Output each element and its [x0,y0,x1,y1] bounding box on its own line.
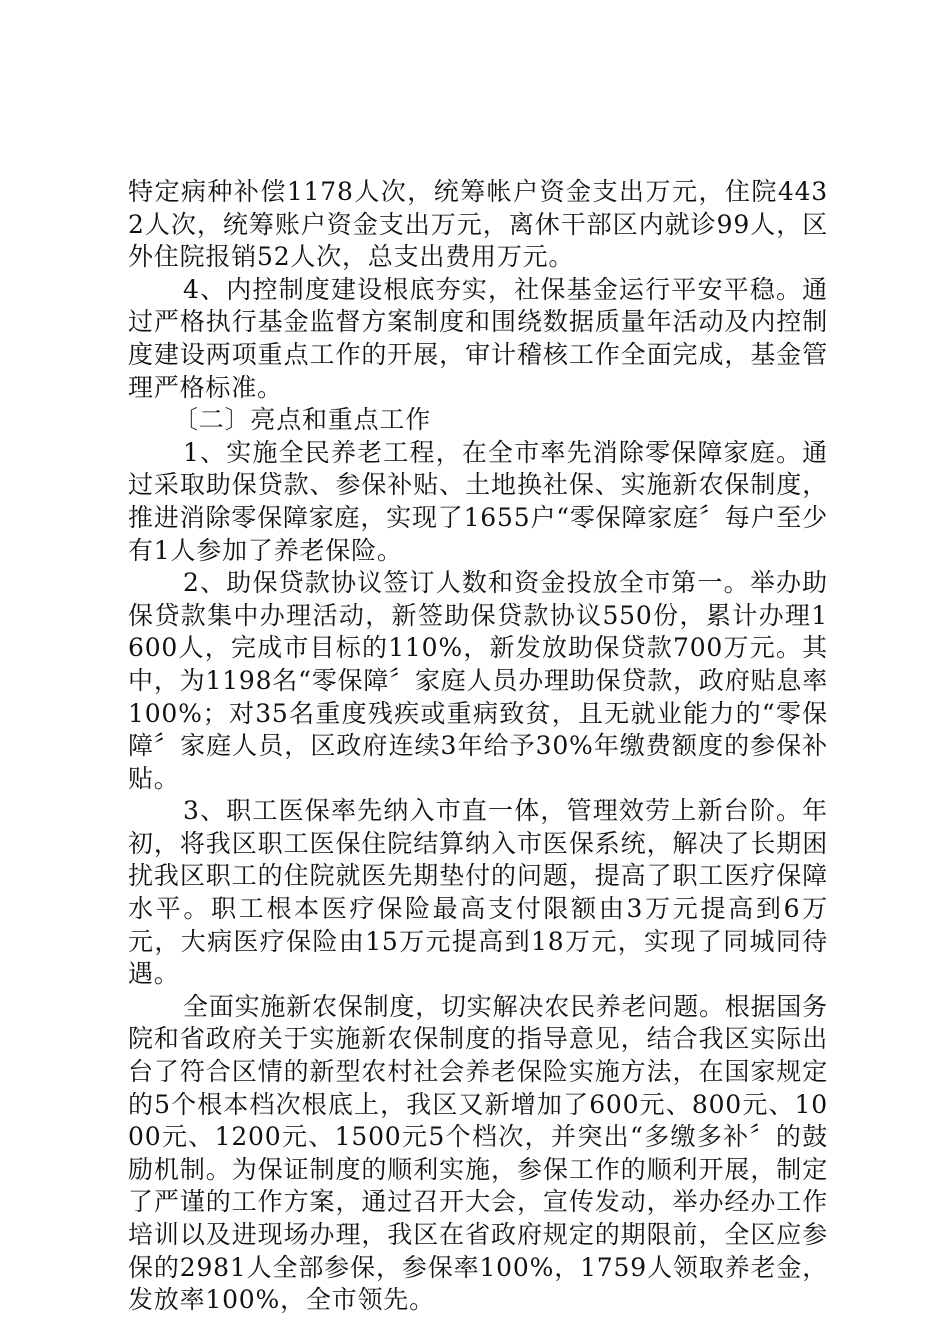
paragraph-internal-control: 4、内控制度建设根底夯实，社保基金运行平安平稳。通过严格执行基金监督方案制度和围绕数据质量年活动及内控制度建设两项重点工作的开展，审计稽核工作全面完成，基金管理严格标准。 [128,274,828,402]
section-heading-highlights: 〔二〕亮点和重点工作 [173,405,432,435]
paragraph-continuation-medical-stats: 特定病种补偿1178人次，统筹帐户资金支出万元，住院4432人次，统筹账户资金支出万元，离休干部区内就诊99人，区外住院报销52人次，总支出费用万元。 [128,177,828,272]
paragraph-worker-medical-insurance: 3、职工医保率先纳入市直一体，管理效劳上新台阶。年初，将我区职工医保住院结算纳入市医保系统，解决了长期困扰我区职工的住院就医先期垫付的问题，提高了职工医疗保障水平。职工根本医疗保险最高支付限额由3万元提高到6万元，大病医疗保险由15万元提高到18万元，实现了同城同待遇。 [128,796,828,989]
paragraph-universal-pension: 1、实施全民养老工程，在全市率先消除零保障家庭。通过采取助保贷款、参保补贴、土地换社保、实施新农保制度，推进消除零保障家庭，实现了1655户“零保障家庭〞每户至少有1人参加了养老保险。 [128,437,828,565]
paragraph-rural-pension: 全面实施新农保制度，切实解决农民养老问题。根据国务院和省政府关于实施新农保制度的指导意见，结合我区实际出台了符合区情的新型农村社会养老保险实施方法，在国家规定的5个根本档次根底上，我区又新增加了600元、800元、1000元、1200元、1500元5个档次，并突出“多缴多补〞的鼓励机制。为保证制度的顺利实施，参保工作的顺利开展，制定了严谨的工作方案，通过召开大会，宣传发动，举办经办工作培训以及进现场办理，我区在省政府规定的期限前，全区应参保的2981人全部参保，参保率100%，1759人领取养老金，发放率100%，全市领先。 [128,991,829,1315]
paragraph-loan-agreements: 2、助保贷款协议签订人数和资金投放全市第一。举办助保贷款集中办理活动，新签助保贷款协议550份，累计办理1600人，完成市目标的110%，新发放助保贷款700万元。其中，为1198名“零保障〞家庭人员办理助保贷款，政府贴息率100%；对35名重度残疾或重病致贫，且无就业能力的“零保障〞家庭人员，区政府连续3年给予30%年缴费额度的参保补贴。 [128,568,828,793]
document-body [128,176,828,1317]
